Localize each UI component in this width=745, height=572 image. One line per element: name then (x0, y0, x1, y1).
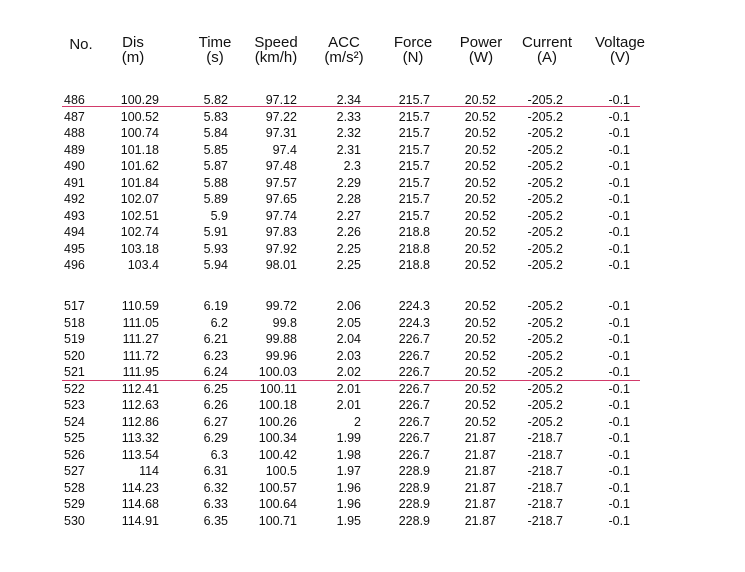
cell-time: 5.9 (210, 208, 228, 223)
header-dis (117, 35, 149, 65)
cell-acc: 2.28 (336, 192, 361, 206)
cell-power: 20.52 (464, 381, 496, 396)
cell-speed: 97.65 (265, 192, 297, 206)
cell-voltage: -0.1 (608, 241, 630, 256)
cell-acc: 2.31 (336, 142, 361, 157)
cell-current: -205.2 (527, 142, 563, 157)
cell-current: -218.7 (527, 447, 563, 462)
cell-current: -205.2 (527, 126, 563, 140)
cell-speed: 97.31 (265, 126, 297, 140)
cell-speed: 100.11 (259, 381, 297, 396)
cell-acc: 2.25 (336, 258, 361, 272)
header-speed-label: Speed (254, 34, 298, 51)
cell-speed: 100.57 (258, 480, 297, 495)
table-row (0, 109, 745, 125)
cell-current: -205.2 (527, 109, 563, 124)
cell-acc: 1.95 (336, 513, 361, 528)
cell-current: -205.2 (527, 365, 563, 379)
cell-time: 6.27 (203, 414, 228, 429)
cell-power: 20.52 (464, 299, 496, 313)
cell-voltage: -0.1 (608, 513, 630, 528)
table-row (0, 496, 745, 512)
cell-voltage: -0.1 (608, 414, 630, 429)
header-time-unit: (s) (206, 49, 224, 66)
header-force-label: Force (393, 34, 433, 51)
cell-time: 6.24 (203, 365, 228, 379)
cell-speed: 99.8 (272, 315, 297, 330)
cell-speed: 100.64 (258, 497, 297, 511)
table-row (0, 191, 745, 207)
cell-power: 20.52 (464, 192, 496, 206)
cell-time: 5.82 (203, 93, 228, 107)
cell-dis: 114.23 (121, 480, 159, 495)
cell-time: 6.23 (203, 348, 228, 363)
cell-time: 6.29 (203, 431, 228, 445)
cell-dis: 102.74 (120, 225, 159, 239)
cell-time: 6.2 (210, 315, 228, 330)
header-speed-unit: (km/h) (254, 49, 298, 66)
table-row (0, 257, 745, 273)
cell-acc: 2 (354, 414, 361, 429)
cell-current: -205.2 (527, 332, 563, 346)
cell-force: 226.7 (398, 431, 430, 445)
cell-voltage: -0.1 (608, 398, 630, 412)
header-voltage-label: Voltage (594, 34, 646, 51)
cell-no: 495 (64, 241, 85, 256)
cell-dis: 110.59 (121, 299, 159, 313)
cell-dis: 112.41 (121, 381, 159, 396)
table-row (0, 315, 745, 331)
cell-time: 5.88 (203, 175, 228, 190)
cell-dis: 100.52 (120, 109, 159, 124)
header-time-label: Time (198, 34, 232, 51)
cell-current: -205.2 (527, 225, 563, 239)
cell-acc: 2.25 (336, 241, 361, 256)
cell-speed: 100.18 (258, 398, 297, 412)
cell-voltage: -0.1 (608, 299, 630, 313)
cell-force: 226.7 (398, 332, 430, 346)
cell-time: 5.91 (203, 225, 228, 239)
cell-current: -205.2 (527, 175, 563, 190)
cell-speed: 97.22 (265, 109, 297, 124)
cell-speed: 100.34 (258, 431, 297, 445)
cell-power: 21.87 (464, 464, 496, 478)
cell-acc: 1.98 (336, 447, 361, 462)
header-force (388, 35, 438, 65)
cell-no: 526 (64, 447, 85, 462)
cell-dis: 101.62 (120, 159, 159, 173)
header-current (517, 35, 577, 65)
cell-current: -205.2 (527, 381, 563, 396)
table-row (0, 125, 745, 141)
cell-speed: 97.48 (265, 159, 297, 173)
cell-acc: 2.04 (336, 332, 361, 346)
cell-power: 20.52 (464, 175, 496, 190)
cell-dis: 114 (139, 464, 159, 478)
table-row (0, 447, 745, 463)
cell-dis: 111.27 (122, 332, 159, 346)
header-force-unit: (N) (402, 49, 424, 66)
table-row (0, 208, 745, 224)
cell-force: 215.7 (398, 208, 430, 223)
cell-dis: 100.74 (120, 126, 159, 140)
cell-force: 226.7 (398, 348, 430, 363)
cell-force: 228.9 (398, 480, 430, 495)
cell-dis: 111.72 (122, 348, 159, 363)
cell-dis: 101.84 (120, 175, 159, 190)
cell-voltage: -0.1 (608, 315, 630, 330)
cell-dis: 111.05 (122, 315, 159, 330)
cell-dis: 101.18 (120, 142, 159, 157)
cell-acc: 2.03 (336, 348, 361, 363)
header-dis-unit: (m) (121, 49, 145, 66)
cell-acc: 2.02 (336, 365, 361, 379)
cell-power: 21.87 (464, 431, 496, 445)
cell-current: -205.2 (527, 241, 563, 256)
cell-current: -205.2 (527, 93, 563, 107)
cell-time: 6.32 (203, 480, 228, 495)
table-row (0, 142, 745, 158)
cell-dis: 113.54 (121, 447, 159, 462)
cell-time: 5.87 (203, 159, 228, 173)
cell-current: -205.2 (527, 315, 563, 330)
table-row (0, 175, 745, 191)
cell-speed: 100.03 (258, 365, 297, 379)
cell-power: 20.52 (464, 208, 496, 223)
cell-acc: 1.99 (336, 431, 361, 445)
cell-power: 20.52 (464, 258, 496, 272)
cell-no: 521 (64, 365, 85, 379)
cell-force: 228.9 (398, 513, 430, 528)
cell-acc: 2.33 (336, 109, 361, 124)
cell-speed: 100.26 (258, 414, 297, 429)
cell-current: -218.7 (527, 497, 563, 511)
header-voltage-unit: (V) (610, 49, 630, 66)
table-row (0, 463, 745, 479)
cell-no: 517 (64, 299, 85, 313)
cell-current: -205.2 (527, 208, 563, 223)
cell-force: 218.8 (398, 225, 430, 239)
cell-time: 5.85 (203, 142, 228, 157)
cell-speed: 100.5 (265, 464, 297, 478)
highlight-line-bottom (62, 380, 640, 381)
cell-time: 5.83 (203, 109, 228, 124)
header-acc-unit: (m/s²) (324, 49, 364, 66)
header-power-unit: (W) (468, 49, 494, 66)
cell-power: 20.52 (464, 365, 496, 379)
table-row (0, 158, 745, 174)
cell-current: -205.2 (527, 348, 563, 363)
cell-voltage: -0.1 (608, 126, 630, 140)
header-no (62, 37, 100, 52)
cell-power: 21.87 (464, 497, 496, 511)
cell-no: 492 (64, 192, 85, 206)
cell-voltage: -0.1 (608, 497, 630, 511)
cell-dis: 103.4 (127, 258, 159, 272)
header-speed (249, 35, 303, 65)
cell-speed: 99.88 (265, 332, 297, 346)
cell-voltage: -0.1 (608, 175, 630, 190)
cell-voltage: -0.1 (608, 348, 630, 363)
cell-power: 20.52 (464, 159, 496, 173)
cell-no: 490 (64, 159, 85, 173)
cell-speed: 98.01 (265, 258, 297, 272)
header-current-label: Current (521, 34, 573, 51)
cell-power: 20.52 (464, 398, 496, 412)
cell-current: -205.2 (527, 414, 563, 429)
table-row (0, 513, 745, 529)
header-no-label: No. (69, 36, 93, 53)
cell-voltage: -0.1 (608, 208, 630, 223)
cell-voltage: -0.1 (608, 258, 630, 272)
cell-current: -218.7 (527, 431, 563, 445)
cell-no: 523 (64, 398, 85, 412)
cell-time: 6.26 (203, 398, 228, 412)
cell-acc: 2.26 (336, 225, 361, 239)
cell-force: 226.7 (398, 381, 430, 396)
cell-speed: 97.12 (265, 93, 297, 107)
cell-no: 486 (64, 93, 85, 107)
cell-no: 522 (64, 381, 85, 396)
cell-time: 6.3 (210, 447, 228, 462)
cell-force: 215.7 (398, 192, 430, 206)
cell-voltage: -0.1 (608, 365, 630, 379)
cell-time: 6.21 (203, 332, 228, 346)
cell-power: 20.52 (464, 414, 496, 429)
table-row (0, 480, 745, 496)
cell-no: 520 (64, 348, 85, 363)
cell-acc: 1.97 (336, 464, 361, 478)
cell-power: 20.52 (464, 142, 496, 157)
cell-no: 496 (64, 258, 85, 272)
table-row (0, 430, 745, 446)
cell-acc: 1.96 (336, 480, 361, 495)
cell-no: 518 (64, 315, 85, 330)
cell-time: 5.84 (203, 126, 228, 140)
cell-speed: 99.96 (265, 348, 297, 363)
cell-speed: 100.71 (258, 513, 297, 528)
cell-speed: 97.83 (265, 225, 297, 239)
cell-force: 228.9 (398, 497, 430, 511)
cell-dis: 114.91 (121, 513, 159, 528)
cell-force: 224.3 (398, 299, 430, 313)
cell-voltage: -0.1 (608, 142, 630, 157)
table-row (0, 381, 745, 397)
cell-no: 493 (64, 208, 85, 223)
cell-acc: 2.05 (336, 315, 361, 330)
cell-dis: 100.29 (120, 93, 159, 107)
cell-time: 6.33 (203, 497, 228, 511)
cell-current: -218.7 (527, 464, 563, 478)
cell-no: 530 (64, 513, 85, 528)
cell-no: 524 (64, 414, 85, 429)
cell-time: 6.25 (203, 381, 228, 396)
cell-acc: 2.29 (336, 175, 361, 190)
cell-dis: 102.51 (120, 208, 159, 223)
table-row (0, 241, 745, 257)
cell-dis: 111.95 (122, 365, 159, 379)
header-current-unit: (A) (537, 49, 557, 66)
cell-voltage: -0.1 (608, 431, 630, 445)
cell-power: 20.52 (464, 126, 496, 140)
cell-acc: 2.32 (336, 126, 361, 140)
cell-dis: 102.07 (120, 192, 159, 206)
cell-acc: 2.01 (336, 398, 361, 412)
cell-time: 6.35 (203, 513, 228, 528)
cell-dis: 114.68 (121, 497, 159, 511)
cell-power: 20.52 (464, 225, 496, 239)
cell-force: 218.8 (398, 258, 430, 272)
header-voltage (589, 35, 651, 65)
table-row (0, 414, 745, 430)
header-dis-label: Dis (122, 34, 144, 51)
cell-speed: 97.74 (265, 208, 297, 223)
cell-power: 20.52 (464, 332, 496, 346)
cell-speed: 100.42 (258, 447, 297, 462)
cell-no: 488 (64, 126, 85, 140)
cell-power: 20.52 (464, 348, 496, 363)
cell-force: 224.3 (398, 315, 430, 330)
cell-voltage: -0.1 (608, 381, 630, 396)
cell-force: 226.7 (398, 447, 430, 462)
cell-force: 226.7 (398, 414, 430, 429)
cell-time: 5.93 (203, 241, 228, 256)
cell-speed: 97.57 (265, 175, 297, 190)
cell-no: 519 (64, 332, 85, 346)
cell-force: 215.7 (398, 159, 430, 173)
cell-force: 215.7 (398, 93, 430, 107)
cell-time: 6.31 (203, 464, 228, 478)
cell-no: 491 (64, 175, 85, 190)
cell-current: -205.2 (527, 398, 563, 412)
cell-acc: 2.01 (336, 381, 361, 396)
cell-force: 226.7 (398, 365, 430, 379)
cell-power: 20.52 (464, 315, 496, 330)
cell-current: -205.2 (527, 192, 563, 206)
cell-power: 21.87 (464, 447, 496, 462)
cell-acc: 2.34 (336, 93, 361, 107)
cell-time: 6.19 (203, 299, 228, 313)
cell-dis: 112.63 (121, 398, 159, 412)
cell-no: 487 (64, 109, 85, 124)
cell-force: 228.9 (398, 464, 430, 478)
cell-power: 21.87 (464, 513, 496, 528)
table-row (0, 331, 745, 347)
cell-current: -205.2 (527, 159, 563, 173)
cell-no: 527 (64, 464, 85, 478)
table-row (0, 298, 745, 314)
cell-dis: 112.86 (121, 414, 159, 429)
cell-speed: 97.92 (265, 241, 297, 256)
cell-force: 226.7 (398, 398, 430, 412)
header-acc-label: ACC (328, 34, 360, 51)
header-power-label: Power (459, 34, 503, 51)
cell-no: 489 (64, 142, 85, 157)
cell-voltage: -0.1 (608, 464, 630, 478)
cell-power: 21.87 (464, 480, 496, 495)
cell-current: -218.7 (527, 480, 563, 495)
cell-acc: 2.3 (343, 159, 361, 173)
cell-dis: 113.32 (121, 431, 159, 445)
cell-current: -218.7 (527, 513, 563, 528)
cell-speed: 99.72 (265, 299, 297, 313)
cell-voltage: -0.1 (608, 225, 630, 239)
table-row (0, 348, 745, 364)
cell-voltage: -0.1 (608, 93, 630, 107)
cell-power: 20.52 (464, 109, 496, 124)
cell-speed: 97.4 (272, 142, 297, 157)
cell-no: 494 (64, 225, 85, 239)
header-acc (316, 35, 372, 65)
cell-acc: 1.96 (336, 497, 361, 511)
table-row (0, 224, 745, 240)
cell-time: 5.94 (203, 258, 228, 272)
header-time (193, 35, 237, 65)
cell-voltage: -0.1 (608, 192, 630, 206)
cell-voltage: -0.1 (608, 480, 630, 495)
cell-voltage: -0.1 (608, 109, 630, 124)
cell-dis: 103.18 (120, 241, 159, 256)
cell-power: 20.52 (464, 241, 496, 256)
cell-force: 215.7 (398, 175, 430, 190)
cell-no: 525 (64, 431, 85, 445)
cell-voltage: -0.1 (608, 447, 630, 462)
cell-no: 529 (64, 497, 85, 511)
cell-acc: 2.06 (336, 299, 361, 313)
cell-power: 20.52 (464, 93, 496, 107)
cell-force: 215.7 (398, 142, 430, 157)
cell-current: -205.2 (527, 258, 563, 272)
header-power (454, 35, 508, 65)
cell-force: 218.8 (398, 241, 430, 256)
cell-voltage: -0.1 (608, 332, 630, 346)
table-row (0, 364, 745, 380)
cell-current: -205.2 (527, 299, 563, 313)
cell-force: 215.7 (398, 109, 430, 124)
highlight-line-top (62, 106, 640, 107)
cell-force: 215.7 (398, 126, 430, 140)
cell-acc: 2.27 (336, 208, 361, 223)
cell-no: 528 (64, 480, 85, 495)
table-row (0, 397, 745, 413)
cell-time: 5.89 (203, 192, 228, 206)
cell-voltage: -0.1 (608, 159, 630, 173)
